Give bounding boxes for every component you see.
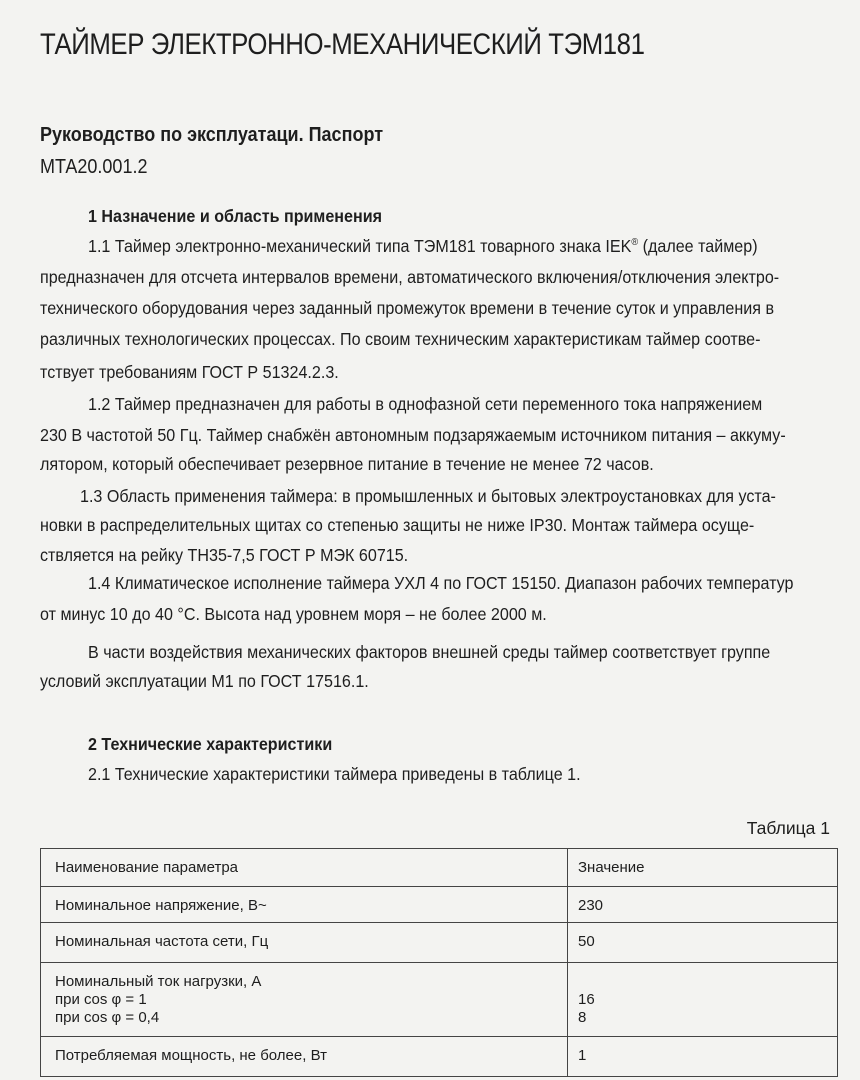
param-cell: Номинальная частота сети, Гц: [41, 923, 568, 963]
value-cell: 230: [568, 887, 838, 923]
paragraph-line: 1.3 Область применения таймера: в промышленных и бытовых электроустановках для уста-: [80, 486, 776, 506]
value-cell: 1: [568, 1037, 838, 1077]
document-number: МТА20.001.2: [40, 156, 148, 178]
paragraph-line-text: 1.1 Таймер электронно-механический типа ТЭМ181 товарного знака IEK: [88, 236, 632, 256]
table-row: [41, 1037, 838, 1077]
table-row: [41, 887, 838, 923]
value-text: 8: [578, 1009, 587, 1026]
paragraph-line: В части воздействия механических факторов внешней среды таймер соответствует группе: [88, 642, 771, 662]
section-1-heading: 1 Назначение и область применения: [88, 206, 382, 226]
param-cell: Потребляемая мощность, не более, Вт: [41, 1037, 568, 1077]
document-title: ТАЙМЕР ЭЛЕКТРОННО-МЕХАНИЧЕСКИЙ ТЭМ181: [40, 28, 645, 61]
table-header-row: [41, 849, 838, 887]
paragraph-line: условий эксплуатации М1 по ГОСТ 17516.1.: [40, 671, 369, 691]
paragraph-line: 1.4 Климатическое исполнение таймера УХЛ 4 по ГОСТ 15150. Диапазон рабочих температур: [88, 573, 794, 593]
header-cell-value: Значение: [568, 849, 838, 887]
param-subtext: при cos φ = 0,4: [55, 1009, 160, 1026]
param-subtext: при cos φ = 1: [55, 991, 147, 1008]
paragraph-line: предназначен для отсчета интервалов времени, автоматического включения/отключения электро-: [40, 267, 780, 287]
paragraph-line: тствует требованиям ГОСТ Р 51324.2.3.: [40, 362, 339, 382]
paragraph-line: 1.2 Таймер предназначен для работы в однофазной сети переменного тока напряжением: [88, 394, 763, 414]
param-text: Номинальный ток нагрузки, А: [55, 973, 262, 990]
paragraph-line: от минус 10 до 40 °С. Высота над уровнем моря – не более 2000 м.: [40, 604, 547, 624]
header-cell-param: Наименование параметра: [41, 849, 568, 887]
trademark-mark: ®: [631, 237, 639, 248]
paragraph-line: [88, 236, 758, 257]
table-row: [41, 963, 838, 1037]
value-text: 16: [578, 991, 595, 1008]
paragraph-line: 2.1 Технические характеристики таймера приведены в таблице 1.: [88, 764, 581, 784]
document-subtitle: Руководство по эксплуатаци. Паспорт: [40, 124, 384, 146]
param-cell: Номинальное напряжение, В~: [41, 887, 568, 923]
paragraph-line: 230 В частотой 50 Гц. Таймер снабжён автономным подзаряжаемым источником питания – аккуму-: [40, 425, 786, 445]
paragraph-line: лятором, который обеспечивает резервное питание в течение не менее 72 часов.: [40, 454, 654, 474]
spec-table: [40, 848, 838, 1077]
paragraph-line: ствляется на рейку ТН35-7,5 ГОСТ Р МЭК 60715.: [40, 545, 409, 565]
paragraph-line-text: (далее таймер): [638, 236, 758, 256]
table-caption: Таблица 1: [746, 818, 830, 838]
value-cell: [568, 963, 838, 1037]
value-cell: 50: [568, 923, 838, 963]
table-row: [41, 923, 838, 963]
paragraph-line: технического оборудования через заданный промежуток времени в течение суток и управления в: [40, 298, 775, 318]
paragraph-line: различных технологических процессах. По своим техническим характеристикам таймер соотве-: [40, 329, 761, 349]
paragraph-line: новки в распределительных щитах со степенью защиты не ниже IP30. Монтаж таймера осуще-: [40, 515, 755, 535]
section-2-heading: 2 Технические характеристики: [88, 734, 333, 754]
param-cell: [41, 963, 568, 1037]
